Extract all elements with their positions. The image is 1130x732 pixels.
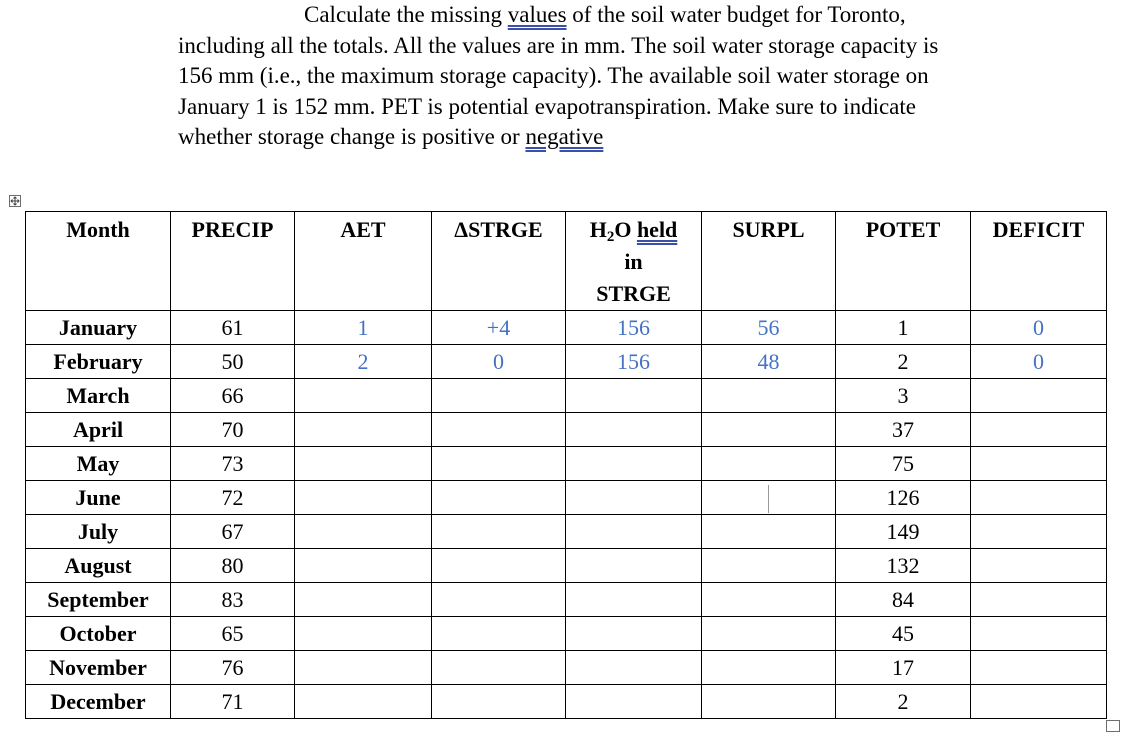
cell-storage-change[interactable] (432, 447, 566, 481)
cell-deficit[interactable] (971, 617, 1107, 651)
cell-aet[interactable] (295, 515, 432, 549)
cell-surplus[interactable] (702, 549, 836, 583)
cell-water-held[interactable] (566, 617, 702, 651)
cell-month[interactable]: October (26, 617, 171, 651)
header-h2o-in: in (624, 249, 643, 274)
cell-storage-change[interactable] (432, 413, 566, 447)
cell-month[interactable]: January (26, 311, 171, 345)
header-h2o-o: O (614, 217, 632, 242)
soil-water-budget-table (25, 211, 1107, 719)
cell-precip[interactable]: 71 (171, 685, 295, 719)
cell-potet[interactable]: 17 (836, 651, 971, 685)
cell-surplus[interactable] (702, 481, 836, 515)
cell-month[interactable]: November (26, 651, 171, 685)
cell-potet[interactable]: 3 (836, 379, 971, 413)
cell-surplus[interactable] (702, 685, 836, 719)
cell-precip[interactable]: 80 (171, 549, 295, 583)
cell-water-held[interactable] (566, 583, 702, 617)
cell-deficit[interactable] (971, 685, 1107, 719)
cell-storage-change[interactable] (432, 515, 566, 549)
cell-precip[interactable]: 67 (171, 515, 295, 549)
table-row (26, 583, 1107, 617)
cell-month[interactable]: June (26, 481, 171, 515)
cell-precip[interactable]: 70 (171, 413, 295, 447)
cell-storage-change[interactable] (432, 549, 566, 583)
header-storage-change: ΔSTRGE (432, 212, 566, 311)
cell-storage-change[interactable] (432, 617, 566, 651)
cell-surplus[interactable] (702, 515, 836, 549)
cell-aet[interactable] (295, 481, 432, 515)
header-aet: AET (295, 212, 432, 311)
cell-water-held[interactable] (566, 515, 702, 549)
cell-surplus[interactable]: 56 (702, 311, 836, 345)
cell-storage-change[interactable]: +4 (432, 311, 566, 345)
header-water-held-in-storage (566, 212, 702, 311)
instructions-line-1 (178, 0, 1078, 31)
cell-aet[interactable] (295, 447, 432, 481)
table-resize-handle-icon[interactable] (1106, 720, 1120, 732)
table-row (26, 447, 1107, 481)
table-row (26, 345, 1107, 379)
cell-water-held[interactable]: 156 (566, 345, 702, 379)
cell-aet[interactable] (295, 651, 432, 685)
table-row (26, 311, 1107, 345)
cell-storage-change[interactable] (432, 583, 566, 617)
table-row (26, 651, 1107, 685)
cell-surplus[interactable] (702, 447, 836, 481)
table-row (26, 549, 1107, 583)
spellcheck-underlined-word[interactable]: values (507, 2, 567, 27)
cell-storage-change[interactable] (432, 379, 566, 413)
cell-potet[interactable]: 132 (836, 549, 971, 583)
cell-potet[interactable]: 75 (836, 447, 971, 481)
cell-storage-change[interactable] (432, 651, 566, 685)
cell-month[interactable]: September (26, 583, 171, 617)
instructions-paragraph (178, 0, 1078, 153)
cell-precip[interactable]: 61 (171, 311, 295, 345)
cell-storage-change[interactable] (432, 481, 566, 515)
cell-precip[interactable]: 73 (171, 447, 295, 481)
instructions-line-3: 156 mm (i.e., the maximum storage capacity). The available soil water storage on (178, 63, 929, 88)
table-row (26, 379, 1107, 413)
cell-water-held[interactable] (566, 549, 702, 583)
cell-surplus[interactable] (702, 617, 836, 651)
instructions-text: Calculate the missing (304, 2, 508, 27)
header-h2o-subscript: 2 (606, 229, 615, 245)
table-move-handle-icon[interactable] (9, 195, 21, 207)
table-row (26, 617, 1107, 651)
table-row (26, 413, 1107, 447)
cell-water-held[interactable] (566, 481, 702, 515)
header-h2o-strge: STRGE (596, 281, 671, 306)
cell-precip[interactable]: 66 (171, 379, 295, 413)
cell-deficit[interactable] (971, 651, 1107, 685)
cell-deficit[interactable] (971, 549, 1107, 583)
table-row (26, 481, 1107, 515)
header-surplus: SURPL (702, 212, 836, 311)
header-h2o-h: H (589, 217, 607, 242)
cell-precip[interactable]: 72 (171, 481, 295, 515)
cell-deficit[interactable] (971, 583, 1107, 617)
cell-aet[interactable]: 1 (295, 311, 432, 345)
cell-month[interactable]: July (26, 515, 171, 549)
instructions-text: whether storage change is positive or (178, 124, 526, 149)
header-potet: POTET (836, 212, 971, 311)
cell-precip[interactable]: 76 (171, 651, 295, 685)
cell-aet[interactable]: 2 (295, 345, 432, 379)
cell-potet[interactable]: 126 (836, 481, 971, 515)
cell-potet[interactable]: 149 (836, 515, 971, 549)
cell-aet[interactable] (295, 617, 432, 651)
cell-potet[interactable]: 2 (836, 685, 971, 719)
cell-water-held[interactable] (566, 651, 702, 685)
cell-water-held[interactable]: 156 (566, 311, 702, 345)
cell-month[interactable]: May (26, 447, 171, 481)
cell-deficit[interactable] (971, 447, 1107, 481)
cell-potet[interactable]: 45 (836, 617, 971, 651)
header-deficit: DEFICIT (971, 212, 1107, 311)
table-row (26, 685, 1107, 719)
spellcheck-underlined-word[interactable]: held (636, 217, 678, 242)
cell-potet[interactable]: 37 (836, 413, 971, 447)
cell-aet[interactable] (295, 583, 432, 617)
cell-deficit[interactable] (971, 515, 1107, 549)
cell-surplus[interactable]: 48 (702, 345, 836, 379)
spellcheck-underlined-word[interactable]: negative (525, 124, 604, 149)
cell-surplus[interactable] (702, 583, 836, 617)
cell-potet[interactable]: 1 (836, 311, 971, 345)
cell-water-held[interactable] (566, 447, 702, 481)
cell-aet[interactable] (295, 685, 432, 719)
cell-surplus[interactable] (702, 651, 836, 685)
table-row (26, 515, 1107, 549)
cell-storage-change[interactable]: 0 (432, 345, 566, 379)
header-precip: PRECIP (171, 212, 295, 311)
cell-deficit[interactable] (971, 481, 1107, 515)
cell-deficit[interactable]: 0 (971, 345, 1107, 379)
header-month: Month (26, 212, 171, 311)
cell-month[interactable]: February (26, 345, 171, 379)
cell-surplus[interactable] (702, 379, 836, 413)
cell-deficit[interactable] (971, 413, 1107, 447)
cell-aet[interactable] (295, 413, 432, 447)
cell-deficit[interactable] (971, 379, 1107, 413)
cell-month[interactable]: March (26, 379, 171, 413)
instructions-line-2: including all the totals. All the values are in mm. The soil water storage capacity is (178, 32, 939, 58)
cell-water-held[interactable] (566, 413, 702, 447)
cell-storage-change[interactable] (432, 685, 566, 719)
cell-surplus[interactable] (702, 413, 836, 447)
cell-deficit[interactable]: 0 (971, 311, 1107, 345)
cell-month[interactable]: August (26, 549, 171, 583)
text-cursor (768, 485, 769, 513)
instructions-line-5 (178, 122, 1078, 153)
table-header-row (26, 212, 1107, 311)
cell-aet[interactable] (295, 549, 432, 583)
instructions-line-4: January 1 is 152 mm. PET is potential evapotranspiration. Make sure to indicate (178, 93, 916, 119)
cell-water-held[interactable] (566, 685, 702, 719)
instructions-text: of the soil water budget for Toronto, (566, 2, 906, 27)
cell-month[interactable]: December (26, 685, 171, 719)
cell-potet[interactable]: 2 (836, 345, 971, 379)
cell-water-held[interactable] (566, 379, 702, 413)
cell-precip[interactable]: 83 (171, 583, 295, 617)
cell-month[interactable]: April (26, 413, 171, 447)
cell-potet[interactable]: 84 (836, 583, 971, 617)
cell-precip[interactable]: 50 (171, 345, 295, 379)
cell-aet[interactable] (295, 379, 432, 413)
cell-precip[interactable]: 65 (171, 617, 295, 651)
